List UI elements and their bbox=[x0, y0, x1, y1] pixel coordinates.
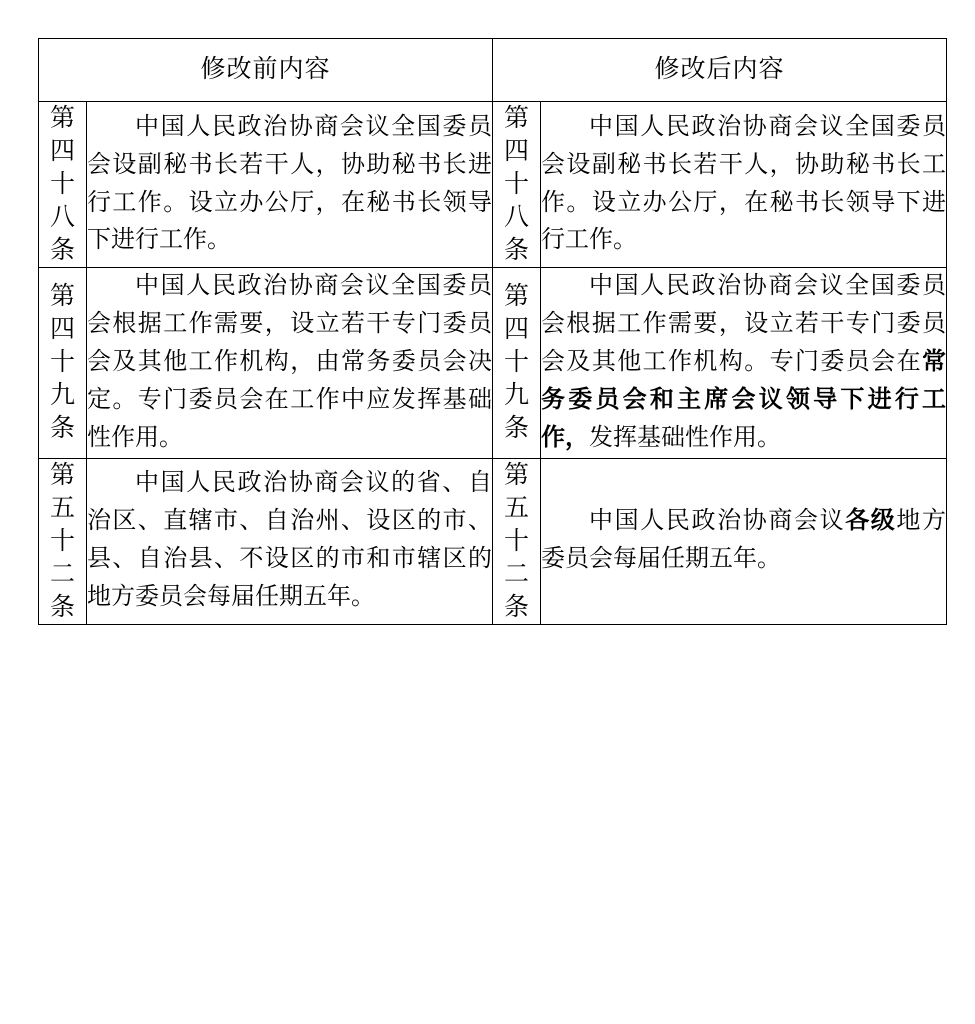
article-text-after bbox=[541, 102, 947, 268]
article-label-before: 第 四 十 八 条 bbox=[39, 102, 87, 268]
text-segment: 地方委员会每届任期五年。 bbox=[541, 508, 947, 573]
text-segment-emphasis: 各级 bbox=[845, 508, 897, 535]
article-label-before: 第 五 十 二 条 bbox=[39, 458, 87, 624]
header-before-content: 修改前内容 bbox=[39, 39, 493, 102]
article-label-after: 第 四 十 九 条 bbox=[493, 268, 541, 459]
header-after-content: 修改后内容 bbox=[493, 39, 947, 102]
paragraph bbox=[541, 109, 946, 261]
article-text-after bbox=[541, 458, 947, 624]
paragraph bbox=[541, 503, 946, 579]
article-text-before bbox=[87, 268, 493, 459]
article-label-before: 第 四 十 九 条 bbox=[39, 268, 87, 459]
table-header-row bbox=[39, 39, 947, 102]
table-row bbox=[39, 458, 947, 624]
paragraph: 中国人民政治协商会议全国委员会根据工作需要，设立若干专门委员会及其他工作机构，由常务委员会决定。专门委员会在工作中应发挥基础性作用。 bbox=[87, 273, 493, 451]
paragraph: 中国人民政治协商会议的省、自治区、直辖市、自治州、设区的市、县、自治县、不设区的市和市辖区的地方委员会每届任期五年。 bbox=[87, 470, 493, 610]
text-segment: 中国人民政治协商会议全国委员会根据工作需要，设立若干专门委员会及其他工作机构。专门委员会在 bbox=[541, 273, 947, 375]
paragraph bbox=[541, 268, 946, 458]
article-label-after: 第 五 十 二 条 bbox=[493, 458, 541, 624]
article-text-before bbox=[87, 102, 493, 268]
table-row bbox=[39, 268, 947, 459]
article-label-after: 第 四 十 八 条 bbox=[493, 102, 541, 268]
text-segment: 中国人民政治协商会议全国委员会设副秘书长若干人，协助秘书长工作。设立办公厅，在秘书长领导下进行工作。 bbox=[541, 113, 947, 254]
table-row bbox=[39, 102, 947, 268]
text-segment-emphasis: 常务委员会和主席会议领导下进行工作， bbox=[541, 348, 947, 451]
amendment-comparison-table bbox=[38, 38, 947, 625]
article-text-after bbox=[541, 268, 947, 459]
paragraph: 中国人民政治协商会议全国委员会设副秘书长若干人，协助秘书长进行工作。设立办公厅，在秘书长领导下进行工作。 bbox=[87, 113, 493, 254]
text-segment: 中国人民政治协商会议 bbox=[589, 508, 846, 535]
text-segment: 发挥基础性作用。 bbox=[589, 424, 782, 451]
article-text-before bbox=[87, 458, 493, 624]
